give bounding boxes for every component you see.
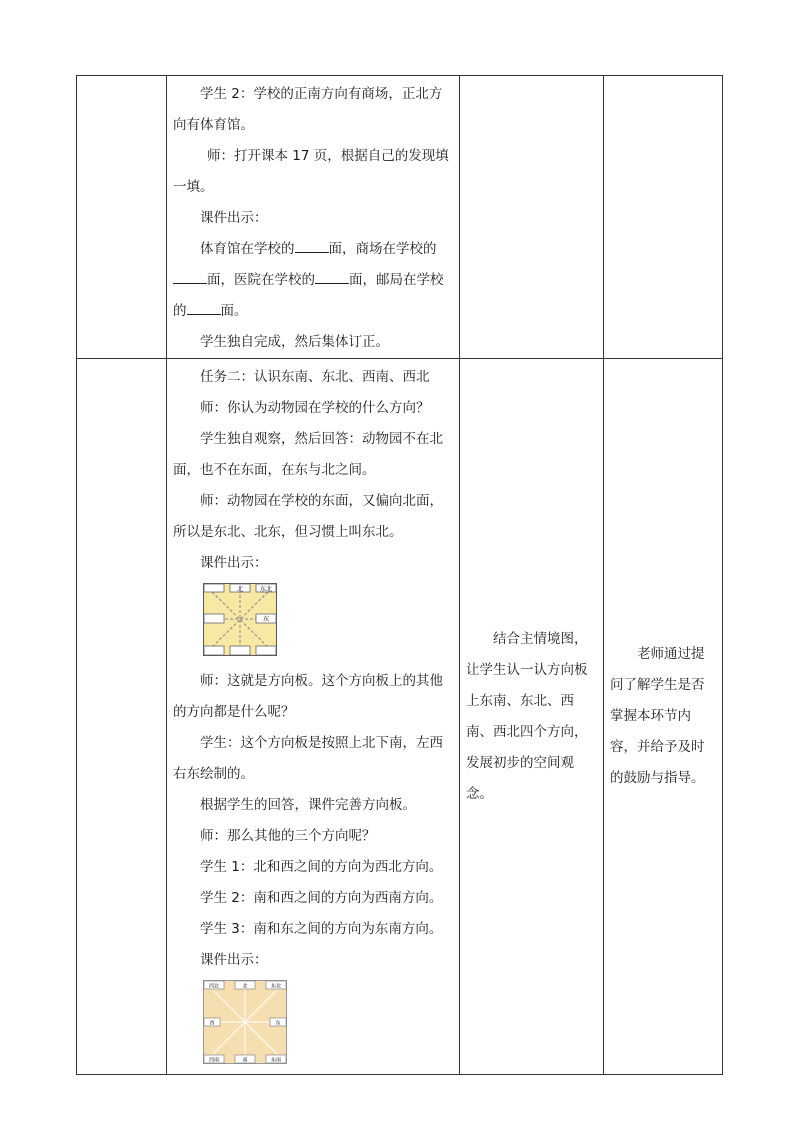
paragraph: 学生 2：学校的正南方向有商场，正北方向有体育馆。: [173, 86, 443, 133]
activity-cell: [167, 359, 460, 1075]
paragraph: 学生：这个方向板是按照上北下南，左西右东绘制的。: [173, 735, 443, 782]
board-label-north: 北: [236, 586, 244, 593]
stage-cell: [77, 359, 167, 1075]
direction-board-full: [203, 980, 287, 1064]
design-intent-text: 结合主情境图，让学生认一认方向板上东南、东北、西南、西北四个方向，发展初步的空间观念。: [466, 630, 588, 802]
blank-line: [187, 301, 221, 315]
paragraph: 师：动物园在学校的东面，又偏向北面，所以是东北、北东，但习惯上叫东北。: [173, 493, 443, 540]
blank-line: [315, 270, 349, 284]
direction-board-partial: [203, 583, 277, 656]
paragraph: 学生 1：北和西之间的方向为西北方向。: [200, 859, 443, 875]
intent-cell: [460, 76, 604, 359]
board-label-south: 南: [242, 1057, 248, 1064]
paragraph: 任务二：认识东南、东北、西南、西北: [200, 369, 430, 385]
paragraph: 学生独自观察，然后回答：动物园不在北面，也不在东面，在东与北之间。: [173, 431, 443, 478]
fill-in-paragraph: [173, 234, 453, 327]
paragraph: 师：打开课本 17 页，根据自己的发现填一填。: [173, 148, 449, 195]
board-label-west: 西: [209, 1020, 215, 1027]
lesson-plan-table: [76, 75, 723, 1075]
activity-cell: [167, 76, 460, 359]
fill-text: 面，邮局在学校的: [173, 272, 444, 319]
board-label-northeast: 东北: [270, 983, 282, 990]
board-label-northeast: 东北: [259, 586, 273, 593]
fill-text: 面，商场在学校的: [328, 241, 437, 257]
fill-text: 面。: [220, 303, 248, 319]
stage-cell: [77, 76, 167, 359]
paragraph: 师：这就是方向板。这个方向板上的其他的方向都是什么呢？: [173, 673, 443, 720]
evaluation-text: 老师通过提问了解学生是否掌握本环节内容，并给予及时的鼓励与指导。: [610, 646, 705, 786]
blank-line: [295, 239, 329, 253]
paragraph: 师：你认为动物园在学校的什么方向？: [200, 400, 430, 416]
table-row: [77, 359, 723, 1075]
paragraph: 课件出示：: [200, 952, 268, 968]
paragraph: 师：那么其他的三个方向呢？: [200, 828, 376, 844]
blank-line: [173, 270, 207, 284]
evaluation-cell: [604, 76, 723, 359]
board-label-east: 东: [275, 1020, 281, 1027]
board-label-northwest: 西北: [208, 983, 220, 990]
fill-text: 体育馆在学校的: [200, 241, 295, 257]
board-label-southwest: 西南: [208, 1057, 220, 1064]
paragraph: 学生 2：南和西之间的方向为西南方向。: [200, 890, 443, 906]
paragraph: 学生 3：南和东之间的方向为东南方向。: [200, 921, 443, 937]
board-label-southeast: 东南: [270, 1057, 282, 1064]
intent-cell: [460, 359, 604, 1075]
paragraph: 课件出示：: [200, 210, 268, 226]
paragraph: 学生独自完成，然后集体订正。: [200, 334, 389, 350]
table-row: [77, 76, 723, 359]
fill-text: 面，医院在学校的: [207, 272, 315, 288]
evaluation-cell: [604, 359, 723, 1075]
paragraph: 课件出示：: [200, 555, 268, 571]
paragraph: 根据学生的回答，课件完善方向板。: [200, 797, 416, 813]
direction-board-figure: [203, 583, 459, 660]
direction-board-figure: [203, 980, 459, 1068]
board-label-east: 东: [262, 616, 270, 623]
board-label-north: 北: [242, 983, 248, 990]
